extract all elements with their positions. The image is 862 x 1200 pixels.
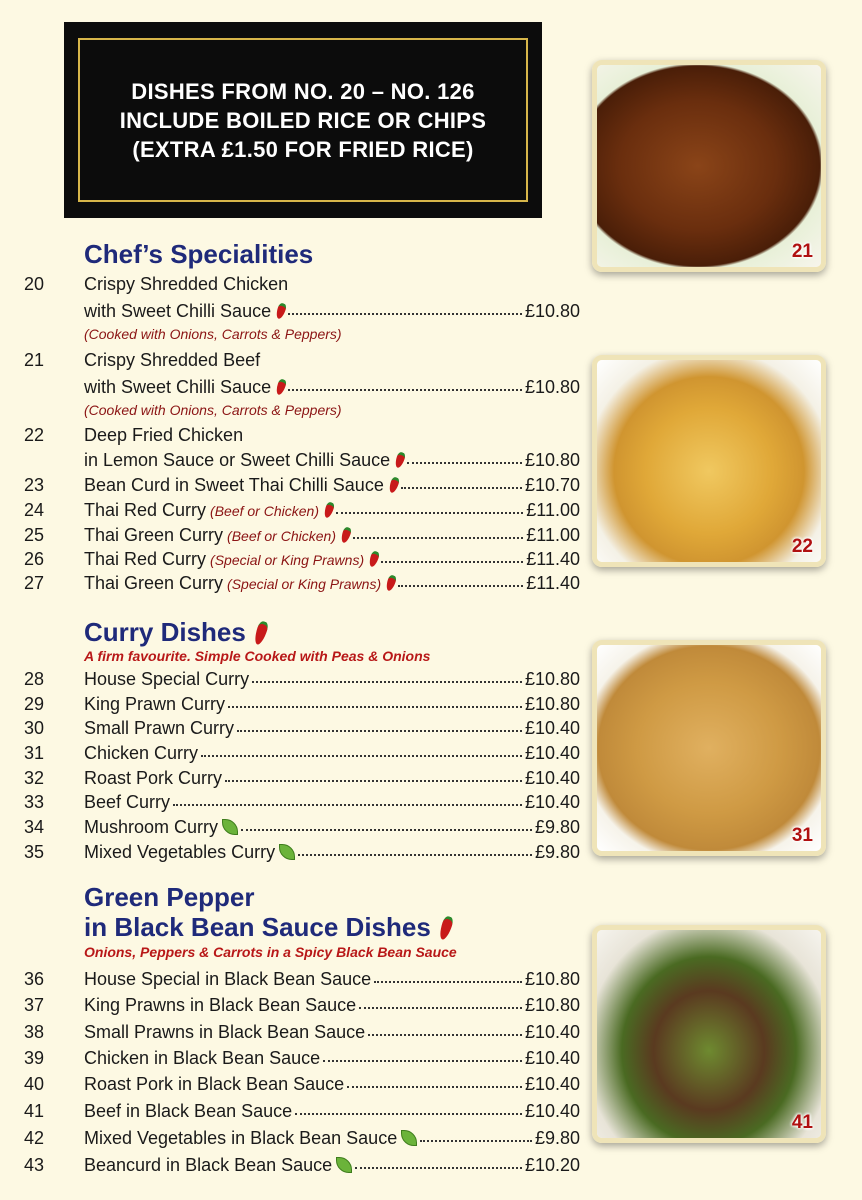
menu-item-40 xyxy=(0,1072,590,1096)
menu-item-35 xyxy=(0,840,590,864)
chilli-icon xyxy=(368,550,381,568)
item-price: £9.80 xyxy=(534,817,580,837)
menu-item-29 xyxy=(0,692,590,716)
leader-dots xyxy=(201,741,522,757)
leader-dots xyxy=(353,523,523,539)
item-number: 30 xyxy=(24,718,45,738)
item-name: Mixed Vegetables in Black Bean Sauce xyxy=(84,1126,417,1150)
menu-item-30 xyxy=(0,716,590,740)
photo-number-label: 21 xyxy=(791,241,813,262)
leader-dots xyxy=(359,993,522,1009)
item-note: (Beef or Chicken) xyxy=(227,528,336,544)
item-number: 28 xyxy=(24,669,45,689)
menu-item-33 xyxy=(0,790,590,814)
item-name: King Prawn Curry xyxy=(84,694,226,714)
item-price: £10.40 xyxy=(524,1048,580,1068)
curry-dishes-subtitle: A firm favourite. Simple Cooked with Peas & Onions xyxy=(84,648,431,664)
leader-dots xyxy=(252,667,522,683)
menu-item-34 xyxy=(0,815,590,839)
chicken-curry-photo xyxy=(597,645,821,851)
rice-notice-banner xyxy=(64,22,542,218)
leader-dots xyxy=(401,473,522,489)
item-name: Chicken Curry xyxy=(84,743,199,763)
menu-item-27 xyxy=(0,571,590,595)
leader-dots xyxy=(288,299,522,315)
item-price: £10.40 xyxy=(524,1022,580,1042)
chilli-icon xyxy=(385,574,398,592)
chilli-icon xyxy=(323,501,336,519)
black-bean-title-line2: in Black Bean Sauce Dishes xyxy=(84,912,451,942)
leader-dots xyxy=(241,815,532,831)
leader-dots xyxy=(407,448,522,464)
leader-dots xyxy=(298,840,532,856)
menu-item-25 xyxy=(0,523,590,547)
menu-item-23 xyxy=(0,473,590,497)
item-name: Thai Green Curry (Beef or Chicken) xyxy=(84,523,350,548)
item-name: House Special in Black Bean Sauce xyxy=(84,969,372,989)
vegetarian-leaf-icon xyxy=(401,1130,417,1146)
leader-dots xyxy=(368,1020,522,1036)
item-name: Beef Curry xyxy=(84,792,171,812)
item-name: Chicken in Black Bean Sauce xyxy=(84,1048,321,1068)
leader-dots xyxy=(336,498,523,514)
leader-dots xyxy=(295,1099,522,1115)
menu-item-42 xyxy=(0,1126,590,1150)
item-number: 37 xyxy=(24,995,45,1015)
photo-number-label: 22 xyxy=(791,536,813,557)
menu-item-36 xyxy=(0,967,590,991)
item-number: 36 xyxy=(24,969,45,989)
leader-dots xyxy=(237,716,522,732)
banner-line-3: (EXTRA £1.50 FOR FRIED RICE) xyxy=(132,136,474,162)
item-price: £10.80 xyxy=(524,450,580,470)
item-name: in Lemon Sauce or Sweet Chilli Sauce xyxy=(84,448,404,472)
photo-number-label: 41 xyxy=(791,1112,813,1133)
item-price: £10.80 xyxy=(524,669,580,689)
menu-item-37 xyxy=(0,993,590,1017)
item-note: (Cooked with Onions, Carrots & Peppers) xyxy=(84,402,342,418)
item-name: Small Prawns in Black Bean Sauce xyxy=(84,1022,366,1042)
menu-item-38 xyxy=(0,1020,590,1044)
item-price: £9.80 xyxy=(534,842,580,862)
item-price: £10.80 xyxy=(524,969,580,989)
dish-photo-31 xyxy=(592,640,826,856)
item-number: 40 xyxy=(24,1074,45,1094)
dish-photo-21 xyxy=(592,60,826,272)
curry-dishes-title: Curry Dishes xyxy=(84,617,266,647)
item-name: Crispy Shredded Chicken xyxy=(84,274,289,294)
menu-item-24 xyxy=(0,498,590,522)
item-number: 32 xyxy=(24,768,45,788)
leader-dots xyxy=(374,967,522,983)
item-name: Beef in Black Bean Sauce xyxy=(84,1101,293,1121)
item-name: Thai Red Curry (Beef or Chicken) xyxy=(84,498,333,523)
leader-dots xyxy=(288,375,522,391)
item-number: 27 xyxy=(24,573,45,593)
item-number: 31 xyxy=(24,743,45,763)
menu-item-32 xyxy=(0,766,590,790)
item-price: £10.40 xyxy=(524,1101,580,1121)
chilli-icon xyxy=(340,526,353,544)
item-price: £10.80 xyxy=(524,377,580,397)
chilli-icon xyxy=(394,451,407,469)
item-price: £10.40 xyxy=(524,792,580,812)
item-price: £10.80 xyxy=(524,995,580,1015)
menu-item-20 xyxy=(0,299,590,323)
item-note: (Cooked with Onions, Carrots & Peppers) xyxy=(84,326,342,342)
menu-item-22 xyxy=(0,448,590,472)
item-name: with Sweet Chilli Sauce xyxy=(84,375,285,399)
item-note: (Special or King Prawns) xyxy=(227,576,382,592)
item-price: £10.20 xyxy=(524,1155,580,1175)
lemon-chicken-photo xyxy=(597,360,821,562)
menu-item-43 xyxy=(0,1153,590,1177)
menu-item-20-line1 xyxy=(0,272,590,296)
leader-dots xyxy=(225,766,522,782)
menu-item-21 xyxy=(0,375,590,399)
item-price: £10.40 xyxy=(524,768,580,788)
item-number: 25 xyxy=(24,525,45,545)
item-number: 43 xyxy=(24,1155,45,1175)
item-price: £9.80 xyxy=(534,1128,580,1148)
banner-line-2: INCLUDE BOILED RICE OR CHIPS xyxy=(119,107,487,133)
item-number: 23 xyxy=(24,475,45,495)
item-price: £10.40 xyxy=(524,1074,580,1094)
item-number: 24 xyxy=(24,500,45,520)
item-name: Mushroom Curry xyxy=(84,815,238,839)
menu-item-31 xyxy=(0,741,590,765)
menu-item-21-line1 xyxy=(0,348,590,372)
leader-dots xyxy=(420,1126,532,1142)
leader-dots xyxy=(355,1153,522,1169)
item-number: 26 xyxy=(24,549,45,569)
item-price: £11.40 xyxy=(526,573,580,593)
item-name: Crispy Shredded Beef xyxy=(84,350,261,370)
menu-item-28 xyxy=(0,667,590,691)
item-number: 33 xyxy=(24,792,45,812)
chilli-icon xyxy=(275,378,288,396)
item-price: £11.40 xyxy=(526,549,580,569)
menu-item-39 xyxy=(0,1046,590,1070)
banner-line-1: DISHES FROM NO. 20 – NO. 126 xyxy=(131,78,475,104)
item-name: Bean Curd in Sweet Thai Chilli Sauce xyxy=(84,473,398,497)
item-number: 39 xyxy=(24,1048,45,1068)
black-bean-beef-photo xyxy=(597,930,821,1138)
chilli-icon xyxy=(275,302,288,320)
item-name: Mixed Vegetables Curry xyxy=(84,840,295,864)
dish-photo-41 xyxy=(592,925,826,1143)
item-number: 34 xyxy=(24,817,45,837)
item-number: 35 xyxy=(24,842,45,862)
item-name: Thai Red Curry (Special or King Prawns) xyxy=(84,547,378,572)
chefs-specialities-title: Chef’s Specialities xyxy=(84,239,314,269)
menu-item-26 xyxy=(0,547,590,571)
leader-dots xyxy=(347,1072,522,1088)
photo-number-label: 31 xyxy=(791,825,813,846)
item-name: Thai Green Curry (Special or King Prawns) xyxy=(84,571,395,596)
chilli-icon xyxy=(388,476,401,494)
item-number: 29 xyxy=(24,694,45,714)
item-name: with Sweet Chilli Sauce xyxy=(84,299,285,323)
item-name: Beancurd in Black Bean Sauce xyxy=(84,1153,352,1177)
leader-dots xyxy=(398,571,523,587)
leader-dots xyxy=(381,547,523,563)
item-name: Deep Fried Chicken xyxy=(84,425,244,445)
menu-item-22-line1 xyxy=(0,423,590,447)
item-price: £10.70 xyxy=(524,475,580,495)
rice-notice-frame xyxy=(78,38,528,202)
item-note: (Special or King Prawns) xyxy=(210,552,365,568)
leader-dots xyxy=(323,1046,522,1062)
item-price: £10.80 xyxy=(524,301,580,321)
item-name: Roast Pork in Black Bean Sauce xyxy=(84,1074,345,1094)
item-number: 21 xyxy=(24,350,45,370)
black-bean-subtitle: Onions, Peppers & Carrots in a Spicy Black Bean Sauce xyxy=(84,944,457,960)
item-number: 38 xyxy=(24,1022,45,1042)
vegetarian-leaf-icon xyxy=(222,819,238,835)
vegetarian-leaf-icon xyxy=(279,844,295,860)
item-number: 20 xyxy=(24,274,45,294)
item-price: £10.80 xyxy=(524,694,580,714)
item-number: 22 xyxy=(24,425,45,445)
item-price: £10.40 xyxy=(524,743,580,763)
vegetarian-leaf-icon xyxy=(336,1157,352,1173)
item-number: 42 xyxy=(24,1128,45,1148)
menu-item-41 xyxy=(0,1099,590,1123)
dish-photo-22 xyxy=(592,355,826,567)
item-number: 41 xyxy=(24,1101,45,1121)
chilli-icon xyxy=(437,915,454,941)
chilli-icon xyxy=(252,620,269,646)
item-price: £11.00 xyxy=(526,500,580,520)
item-name: House Special Curry xyxy=(84,669,250,689)
item-price: £11.00 xyxy=(526,525,580,545)
black-bean-title-line1: Green Pepper xyxy=(84,882,255,912)
leader-dots xyxy=(228,692,522,708)
crispy-beef-photo xyxy=(597,65,821,267)
item-note: (Beef or Chicken) xyxy=(210,503,319,519)
item-name: Roast Pork Curry xyxy=(84,768,223,788)
item-name: King Prawns in Black Bean Sauce xyxy=(84,995,357,1015)
item-price: £10.40 xyxy=(524,718,580,738)
leader-dots xyxy=(173,790,522,806)
item-name: Small Prawn Curry xyxy=(84,718,235,738)
